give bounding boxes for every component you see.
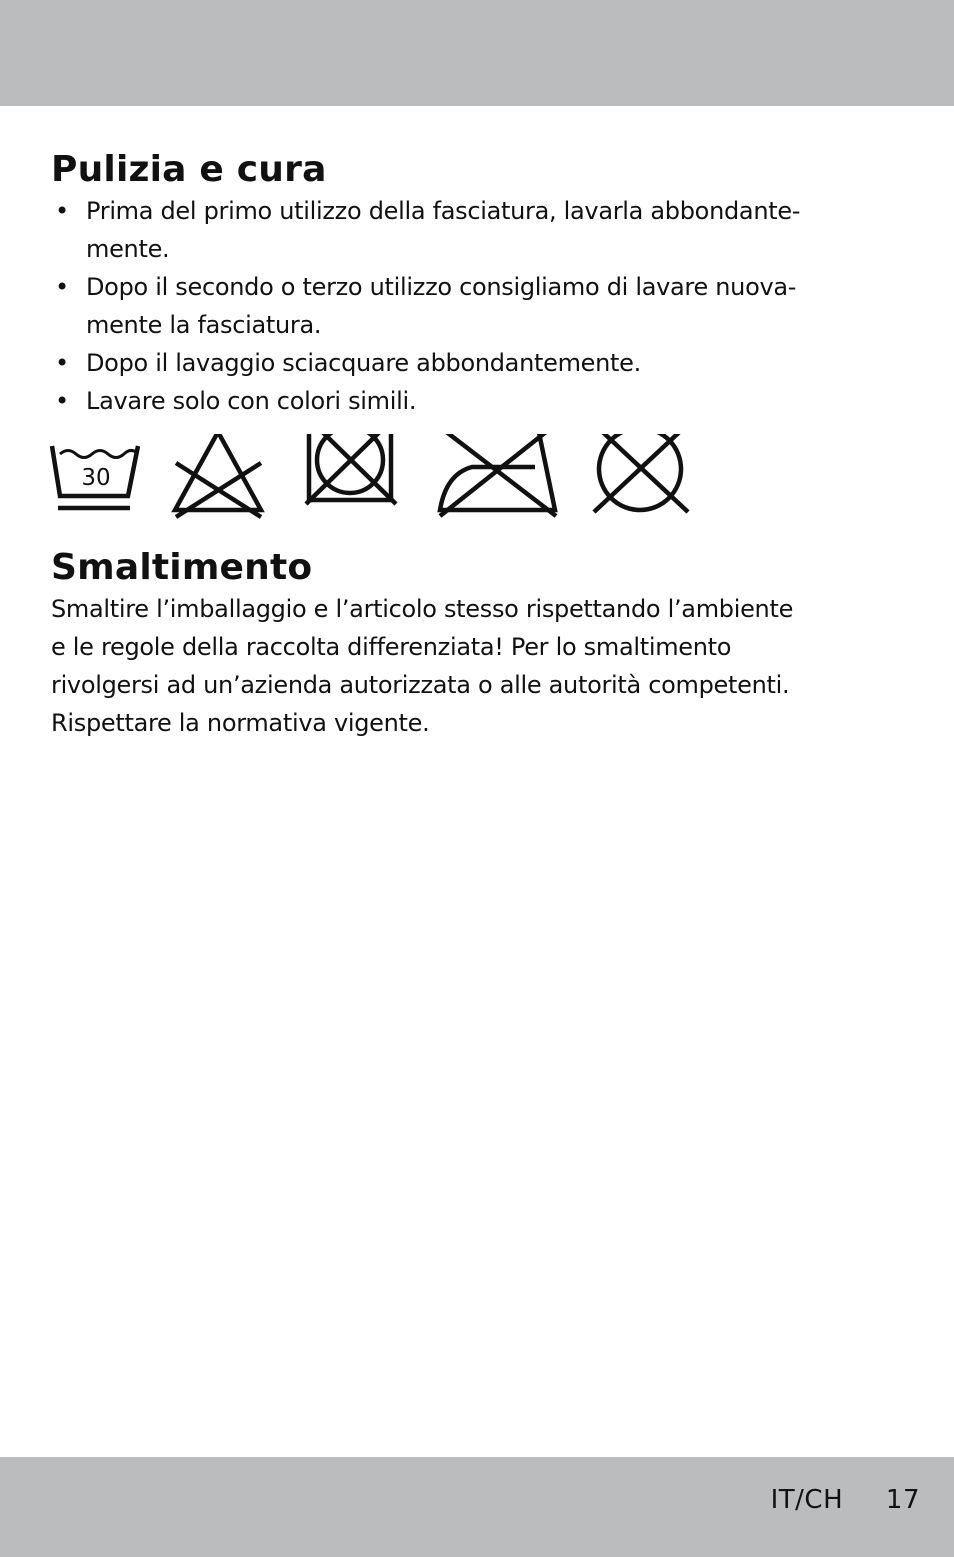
language-code: IT/CH: [770, 1485, 844, 1515]
header-band: [0, 0, 954, 106]
list-item: [51, 382, 851, 420]
care-instructions-list: [51, 192, 851, 420]
care-section-title: Pulizia e cura: [51, 149, 327, 190]
disposal-text: [51, 590, 851, 742]
no-tumble-dry-icon: [306, 434, 396, 504]
disposal-line: Smaltire l’imballaggio e l’articolo stesso rispettando l’ambiente: [51, 595, 794, 623]
page-content: [51, 148, 851, 742]
no-dry-clean-icon: [594, 434, 688, 512]
disposal-line: Rispettare la normativa vigente.: [51, 709, 430, 737]
care-symbols-svg: [0, 434, 720, 539]
list-item-line: Prima del primo utilizzo della fasciatura, lavarla abbondante-: [86, 197, 801, 225]
list-item-line: mente.: [86, 235, 170, 263]
no-iron-icon: [436, 434, 556, 516]
list-item-line: Lavare solo con colori simili.: [86, 387, 417, 415]
disposal-line: rivolgersi ad un’azienda autorizzata o alle autorità competenti.: [51, 671, 790, 699]
care-symbols-row: [51, 434, 851, 539]
list-item-line: mente la fasciatura.: [86, 311, 322, 339]
list-item: [51, 268, 851, 344]
disposal-line: e le regole della raccolta differenziata! Per lo smaltimento: [51, 633, 732, 661]
list-item-line: Dopo il secondo o terzo utilizzo consigliamo di lavare nuova-: [86, 273, 797, 301]
footer-info: [771, 1485, 920, 1515]
disposal-section-title: Smaltimento: [51, 547, 313, 588]
page-number: 17: [885, 1485, 920, 1515]
no-bleach-icon: [175, 434, 261, 517]
list-item: [51, 344, 851, 382]
wash-temp-label: 30: [81, 465, 111, 491]
wash-30-icon: [52, 446, 138, 508]
footer-band: [0, 1457, 954, 1557]
list-item-line: Dopo il lavaggio sciacquare abbondantemente.: [86, 349, 641, 377]
list-item: [51, 192, 851, 268]
